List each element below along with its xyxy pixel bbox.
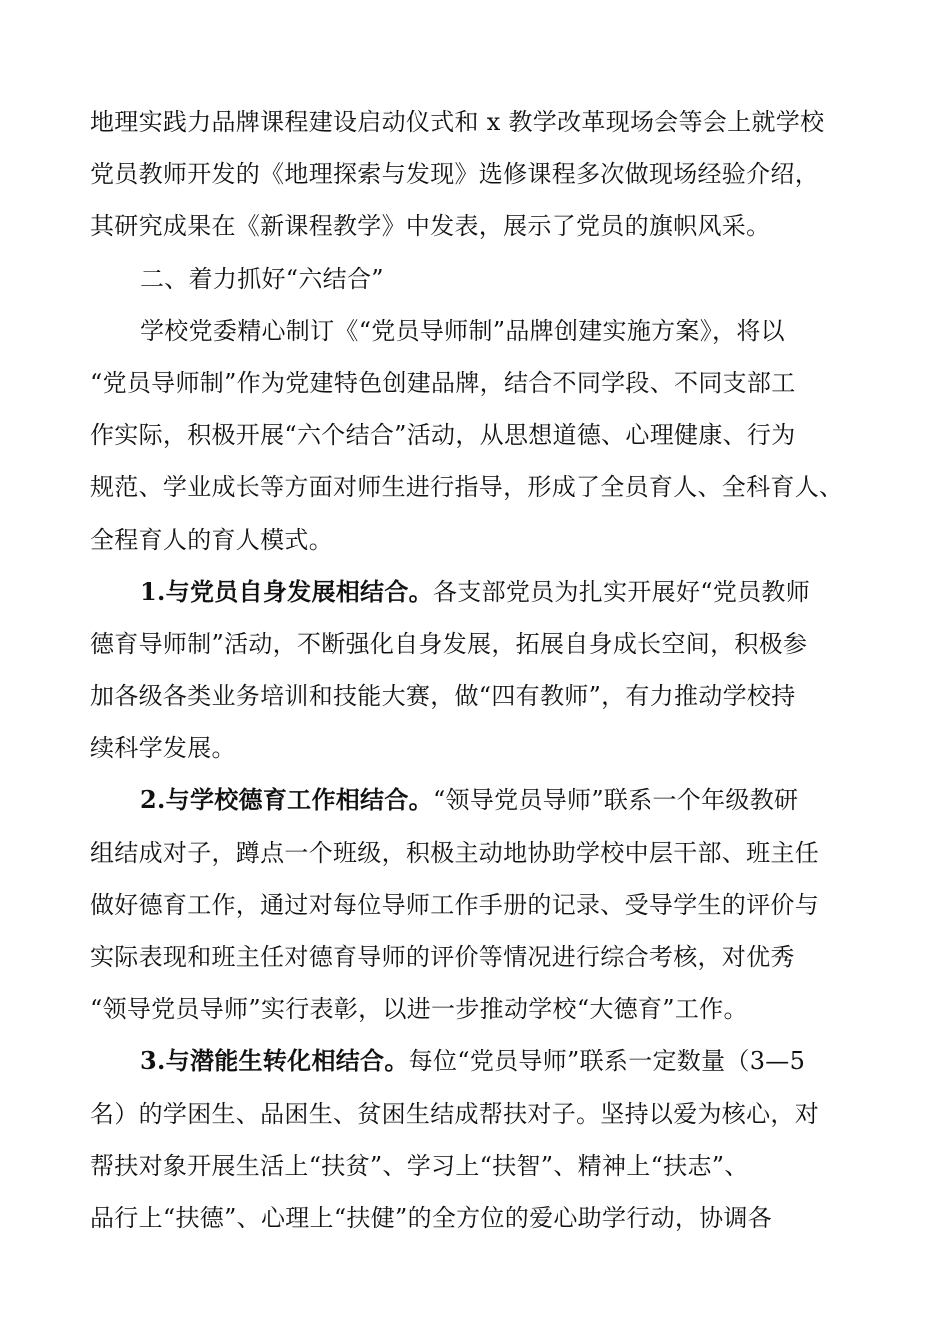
paragraph-item-3 [90, 1035, 860, 1244]
text-line: “党员导师制”作为党建特色创建品牌，结合不同学段、不同支部工 [90, 368, 796, 397]
paragraph-item-2 [90, 774, 860, 1035]
text-line: 规范、学业成长等方面对师生进行指导，形成了全员育人、全科育人、 [90, 473, 844, 502]
text-line: 德育导师制”活动，不断强化自身发展，拓展自身成长空间，积极参 [90, 629, 808, 658]
item-text: “领导党员导师”联系一个年级教研 [432, 786, 799, 815]
item-title: 3.与潜能生转化相结合。 [140, 1046, 409, 1076]
item-text: 各支部党员为扎实开展好“党员教师 [432, 577, 811, 606]
text-line [90, 1035, 860, 1087]
text-line: 组结成对子，蹲点一个班级，积极主动地协助学校中层干部、班主任 [90, 838, 819, 867]
item-text: 每位“党员导师”联系一定数量（3—5 [408, 1047, 806, 1076]
text-line: 实际表现和班主任对德育导师的评价等情况进行综合考核，对优秀 [90, 943, 795, 971]
paragraph-overview [90, 305, 860, 566]
text-line: 党员教师开发的《地理探索与发现》选修课程多次做现场经验介绍， [90, 160, 819, 189]
text-line: 品行上“扶德”、心理上“扶健”的全方位的爱心助学行动，协调各 [90, 1203, 773, 1232]
text-line: 学校党委精心制订《“党员导师制”品牌创建实施方案》，将以 [140, 316, 785, 345]
item-title: 2.与学校德育工作相结合。 [140, 785, 433, 815]
text-line: 加各级各类业务培训和技能大赛，做“四有教师”，有力推动学校持 [90, 682, 796, 711]
section-heading: 二、着力抓好“六结合” [140, 264, 384, 293]
text-line: 做好德育工作，通过对每位导师工作手册的记录、受导学生的评价与 [90, 890, 819, 919]
text-line: 地理实践力品牌课程建设启动仪式和 x 教学改革现场会等会上就学校 [90, 108, 825, 136]
text-line: 全程育人的育人模式。 [90, 525, 333, 554]
paragraph-intro [90, 96, 860, 253]
text-line: “领导党员导师”实行表彰，以进一步推动学校“大德育”工作。 [90, 995, 748, 1024]
document-page [90, 96, 860, 1244]
text-line: 名）的学困生、品困生、贫困生结成帮扶对子。坚持以爱为核心，对 [90, 1099, 819, 1128]
paragraph-item-1 [90, 566, 860, 775]
text-line: 帮扶对象开展生活上“扶贫”、学习上“扶智”、精神上“扶志”、 [90, 1151, 749, 1180]
text-line: 作实际，积极开展“六个结合”活动，从思想道德、心理健康、行为 [90, 421, 796, 450]
text-line: 其研究成果在《新课程教学》中发表，展示了党员的旗帜风采。 [90, 212, 771, 241]
text-line [90, 774, 860, 826]
text-line: 续科学发展。 [90, 734, 236, 763]
text-line [90, 566, 860, 618]
item-title: 1.与党员自身发展相结合。 [140, 576, 433, 606]
